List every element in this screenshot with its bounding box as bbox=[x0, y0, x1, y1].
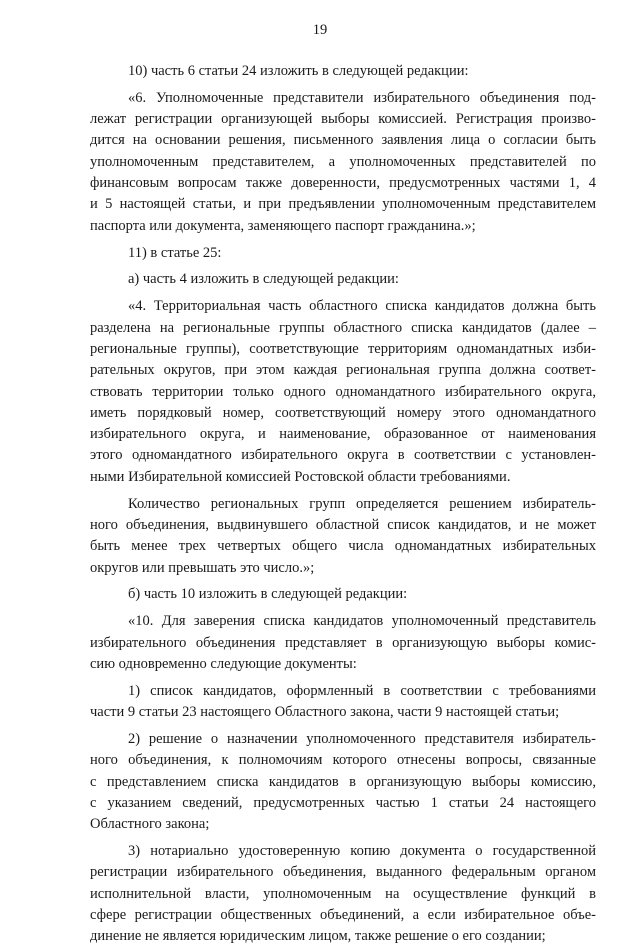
paragraph-subitem-a bbox=[90, 269, 596, 290]
text-line: ствовать территории только одного одномандатного избирательного округа, bbox=[90, 383, 596, 400]
page-number: 19 bbox=[312, 22, 328, 38]
text-line: ного объединения, выдвинувшего областной список кандидатов, и не может bbox=[90, 516, 596, 533]
text-line: избирательного объединения представляет в организующую выборы комис- bbox=[90, 634, 596, 651]
text-line: дится на основании решения, письменного заявления лица о согласии быть bbox=[90, 132, 596, 149]
text-line: регистрации избирательного объединения, выданного федеральным органом bbox=[90, 864, 596, 881]
text-line: разделена на региональные группы областного списка кандидатов (далее – bbox=[90, 319, 596, 336]
text-line: с представлением списка кандидатов в организующую выборы комиссию, bbox=[90, 773, 596, 790]
text-line: исполнительной власти, уполномоченным на осуществление функций в bbox=[90, 885, 596, 902]
text-line: «10. Для заверения списка кандидатов уполномоченный представитель bbox=[128, 613, 596, 630]
text-line: региональные группы), соответствующие территориям одномандатных изби- bbox=[90, 340, 596, 357]
text-line: Областного закона; bbox=[90, 816, 210, 833]
text-line: с указанием сведений, предусмотренных частью 1 статьи 24 настоящего bbox=[90, 794, 596, 811]
text-line: финансовым вопросам также доверенности, предусмотренных частями 1, 4 bbox=[90, 175, 596, 192]
text-line: 11) в статье 25: bbox=[128, 244, 222, 261]
text-line: быть менее трех четвертых общего числа одномандатных избирательных bbox=[90, 538, 596, 555]
text-line: рательных округов, при этом каждая региональная группа должна соответ- bbox=[90, 362, 596, 379]
text-line: «4. Территориальная часть областного списка кандидатов должна быть bbox=[128, 298, 596, 315]
text-line: а) часть 4 изложить в следующей редакции: bbox=[128, 271, 399, 288]
text-line: избирательного округа, и наименование, образованное от наименования bbox=[90, 426, 596, 443]
text-line: ными Избирательной комиссией Ростовской области требованиями. bbox=[90, 468, 511, 485]
paragraph-item-11 bbox=[90, 243, 596, 264]
paragraph-subitem-b bbox=[90, 584, 596, 605]
text-line: ного объединения, к полномочиям которого отнесены вопросы, связанные bbox=[90, 752, 596, 769]
paragraph-regional-groups bbox=[90, 494, 596, 579]
paragraph-list-item-2 bbox=[90, 729, 596, 835]
text-line: 3) нотариально удостоверенную копию документа о государственной bbox=[128, 843, 596, 860]
text-line: динение не является юридическим лицом, также решение о его создании; bbox=[90, 928, 546, 945]
text-line: округов или превышать это число.»; bbox=[90, 559, 315, 576]
document-body bbox=[90, 61, 596, 948]
text-line: паспорта или документа, заменяющего паспорт гражданина.»; bbox=[90, 217, 476, 234]
text-line: Количество региональных групп определяется решением избиратель- bbox=[128, 495, 596, 512]
text-line: этого одномандатного избирательного округа в соответствии с установлен- bbox=[90, 447, 596, 464]
paragraph-part-10-text bbox=[90, 611, 596, 675]
text-line: сию одновременно следующие документы: bbox=[90, 655, 357, 672]
text-line: иметь порядковый номер, соответствующий номеру этого одномандатного bbox=[90, 404, 596, 421]
text-line: 10) часть 6 статьи 24 изложить в следующей редакции: bbox=[128, 63, 469, 79]
paragraph-part-4-text bbox=[90, 296, 596, 488]
text-line: 2) решение о назначении уполномоченного представителя избиратель- bbox=[128, 730, 596, 747]
text-line: части 9 статьи 23 настоящего Областного закона, части 9 настоящей статьи; bbox=[90, 704, 560, 721]
text-line: лежат регистрации организующей выборы комиссией. Регистрация произво- bbox=[90, 111, 596, 128]
text-line: сфере регистрации общественных объединений, а если избирательное объе- bbox=[90, 906, 596, 923]
text-line: и 5 настоящей статьи, и при предъявлении уполномоченным представителем bbox=[90, 196, 596, 213]
paragraph-list-item-3 bbox=[90, 841, 596, 947]
paragraph-item-10 bbox=[90, 61, 596, 82]
text-line: уполномоченным представителем, а уполномоченных представителей по bbox=[90, 153, 596, 170]
paragraph-part-6-text bbox=[90, 88, 596, 237]
text-line: «6. Уполномоченные представители избирательного объединения под- bbox=[128, 89, 596, 106]
paragraph-list-item-1 bbox=[90, 681, 596, 724]
text-line: 1) список кандидатов, оформленный в соответствии с требованиями bbox=[128, 682, 596, 699]
text-line: б) часть 10 изложить в следующей редакции: bbox=[128, 586, 408, 603]
